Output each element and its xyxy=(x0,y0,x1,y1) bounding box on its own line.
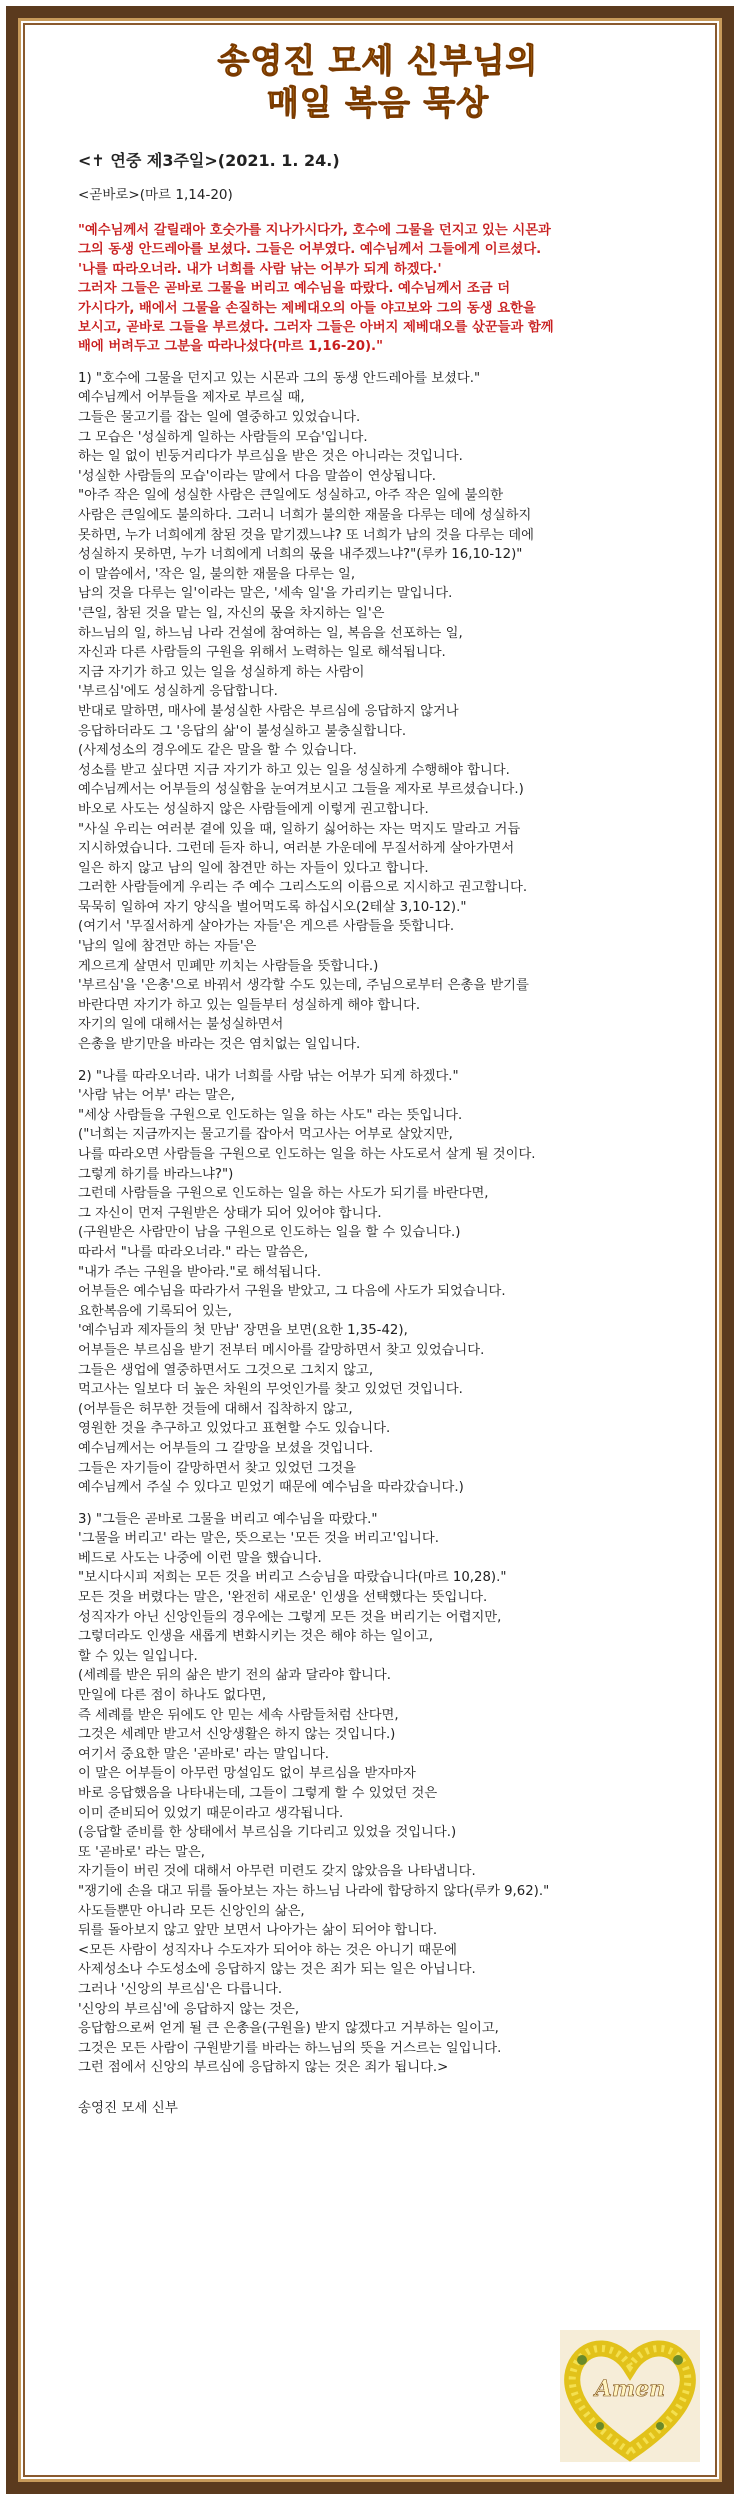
paragraph-line: 이미 준비되어 있었기 때문이라고 생각됩니다. xyxy=(78,1805,344,1821)
paragraph-line: 그런 점에서 신앙의 부르심에 응답하지 않는 것은 죄가 됩니다.> xyxy=(78,2060,449,2076)
paragraph-line: 나를 따라오면 사람들을 구원으로 인도하는 일을 하는 사도로서 살게 될 것이다. xyxy=(78,1147,536,1162)
paragraph-line: 사람은 큰일에도 불의하다. 그러니 너희가 불의한 재물을 다루는 데에 성실하지 xyxy=(78,508,532,523)
paragraph-line: 바오로 사도는 성실하지 않은 사람들에게 이렇게 권고합니다. xyxy=(78,801,429,817)
paragraph-line: '신앙의 부르심'에 응답하지 않는 것은, xyxy=(78,2001,300,2017)
paragraph-line: 남의 것을 다루는 일'이라는 말은, '세속 일'을 가리키는 말입니다. xyxy=(78,586,453,602)
paragraph-line: 즉 세례를 받은 뒤에도 안 믿는 세속 사람들처럼 산다면, xyxy=(78,1707,399,1723)
paragraph-line: "사실 우리는 여러분 곁에 있을 때, 일하기 싫어하는 자는 먹지도 말라고 거듭 xyxy=(78,821,521,837)
paragraph-line: 뒤를 돌아보지 않고 앞만 보면서 나아가는 삶이 되어야 합니다. xyxy=(78,1923,438,1939)
paragraph-line: 일은 하지 않고 남의 일에 참견만 하는 자들이 있다고 합니다. xyxy=(78,860,429,876)
paragraph-line: 그것은 세례만 받고서 신앙생활은 하지 않는 것입니다.) xyxy=(78,1727,396,1743)
paragraph-line: 바로 응답했음을 나타내는데, 그들이 그렇게 할 수 있었던 것은 xyxy=(78,1786,438,1801)
paragraph-line: 만일에 다른 점이 하나도 없다면, xyxy=(78,1688,267,1704)
gospel-line: 가시다가, 배에서 그물을 손질하는 제베대오의 아들 야고보와 그의 동생 요한을 xyxy=(78,300,536,316)
gospel-line: "예수님께서 갈릴래아 호숫가를 지나가시다가, 호수에 그물을 던지고 있는 시몬과 xyxy=(78,223,551,238)
gospel-line: 그러자 그들은 곧바로 그물을 버리고 예수님을 따랐다. 예수님께서 조금 더 xyxy=(78,281,511,297)
paragraph-line: 먹고사는 일보다 더 높은 차원의 무엇인가를 찾고 있었던 것입니다. xyxy=(78,1382,463,1398)
gospel-line: 그의 동생 안드레아를 보셨다. 그들은 어부였다. 예수님께서 그들에게 이르셨다. xyxy=(78,242,542,258)
liturgical-date: <✝ 연중 제3주일>(2021. 1. 24.) xyxy=(78,151,340,170)
paragraph-line: 응답함으로써 얻게 될 큰 은총을(구원을) 받지 않겠다고 거부하는 일이고, xyxy=(78,2021,499,2037)
paragraph-line: 게으르게 살면서 민폐만 끼치는 사람들을 뜻합니다.) xyxy=(78,958,379,974)
paragraph-line: 1) "호수에 그물을 던지고 있는 시몬과 그의 동생 안드레아를 보셨다." xyxy=(78,370,481,386)
paragraph-line: 그러한 사람들에게 우리는 주 예수 그리스도의 이름으로 지시하고 권고합니다. xyxy=(78,880,528,896)
gospel-line: '나를 따라오너라. 내가 너희를 사람 낚는 어부가 되게 하겠다.' xyxy=(78,261,442,277)
paragraph-line: 하는 일 없이 빈둥거리다가 부르심을 받은 것은 아니라는 것입니다. xyxy=(78,449,463,465)
paragraph-line: <모든 사람이 성직자나 수도자가 되어야 하는 것은 아니기 때문에 xyxy=(78,1942,457,1958)
paragraph-line: (구원받은 사람만이 남을 구원으로 인도하는 일을 할 수 있습니다.) xyxy=(78,1225,461,1241)
amen-text: Amen xyxy=(594,2376,666,2402)
paragraph-line: 그렇더라도 인생을 새롭게 변화시키는 것은 해야 하는 일이고, xyxy=(78,1629,433,1645)
gospel-line: 보시고, 곧바로 그들을 부르셨다. 그러자 그들은 아버지 제베대오를 삯꾼들과 함께 xyxy=(78,320,554,336)
paragraph-line: 이 말씀에서, '작은 일, 불의한 재물을 다루는 일, xyxy=(78,566,356,582)
paragraph-line: 그들은 생업에 열중하면서도 그것으로 그치지 않고, xyxy=(78,1362,374,1378)
paragraph-line: 모든 것을 버렸다는 말은, '완전히 새로운' 인생을 선택했다는 뜻입니다. xyxy=(78,1590,488,1606)
title-line-2: 매일 복음 묵상 xyxy=(266,83,490,122)
paragraph-line: '부르심'을 '은총'으로 바꿔서 생각할 수도 있는데, 주님으로부터 은총을 받기를 xyxy=(78,978,529,994)
paragraph-line: '남의 일에 참견만 하는 자들'은 xyxy=(78,939,257,955)
paragraph-line: "보시다시피 저희는 모든 것을 버리고 스승님을 따랐습니다(마르 10,28)." xyxy=(78,1570,507,1586)
paragraph-line: 하느님의 일, 하느님 나라 건설에 참여하는 일, 복음을 선포하는 일, xyxy=(78,625,463,641)
paragraph-line: 그런데 사람들을 구원으로 인도하는 일을 하는 사도가 되기를 바란다면, xyxy=(78,1186,489,1202)
paragraph-line: '그물을 버리고' 라는 말은, 뜻으로는 '모든 것을 버리고'입니다. xyxy=(78,1531,439,1547)
paragraph-line: 따라서 "나를 따라오너라." 라는 말씀은, xyxy=(78,1244,309,1260)
paragraph-line: (사제성소의 경우에도 같은 말을 할 수 있습니다. xyxy=(78,743,357,759)
paragraph-line: "내가 주는 구원을 받아라."로 해석됩니다. xyxy=(78,1264,322,1280)
paragraph-line: 3) "그들은 곧바로 그물을 버리고 예수님을 따랐다." xyxy=(78,1511,378,1527)
paragraph-line: 요한복음에 기록되어 있는, xyxy=(78,1303,232,1319)
paragraph-line: 예수님께서는 어부들의 성실함을 눈여겨보시고 그들을 제자로 부르셨습니다.) xyxy=(78,782,524,798)
paragraph-line: 지시하였습니다. 그런데 듣자 하니, 여러분 가운데에 무질서하게 살아가면서 xyxy=(78,841,515,857)
paragraph-line: 예수님께서 주실 수 있다고 믿었기 때문에 예수님을 따라갔습니다.) xyxy=(78,1480,464,1496)
paragraph-line: ("너희는 지금까지는 물고기를 잡아서 먹고사는 어부로 살았지만, xyxy=(78,1127,453,1143)
paragraph-line: 베드로 사도는 나중에 이런 말을 했습니다. xyxy=(78,1550,322,1566)
reflection-section-3 xyxy=(78,1510,678,2078)
amen-flower-heart-image xyxy=(560,2330,700,2462)
paragraph-line: 영원한 것을 추구하고 있었다고 표현할 수도 있습니다. xyxy=(78,1421,391,1437)
paragraph-line: 어부들은 예수님을 따라가서 구원을 받았고, 그 다음에 사도가 되었습니다. xyxy=(78,1284,506,1300)
paragraph-line: 사제성소나 수도성소에 응답하지 않는 것은 죄가 되는 일은 아닙니다. xyxy=(78,1962,476,1978)
paragraph-line: "세상 사람들을 구원으로 인도하는 일을 하는 사도" 라는 뜻입니다. xyxy=(78,1107,463,1123)
paragraph-line: 그 모습은 '성실하게 일하는 사람들의 모습'입니다. xyxy=(78,429,368,445)
page-title xyxy=(78,40,678,124)
paragraph-line: 성직자가 아닌 신앙인들의 경우에는 그렇게 모든 것을 버리기는 어렵지만, xyxy=(78,1609,502,1625)
gospel-reference: <곧바로>(마르 1,14-20) xyxy=(78,187,233,203)
paragraph-line: '성실한 사람들의 모습'이라는 말에서 다음 말씀이 연상됩니다. xyxy=(78,468,437,484)
paragraph-line: 반대로 말하면, 매사에 불성실한 사람은 부르심에 응답하지 않거나 xyxy=(78,703,459,719)
paragraph-line: (응답할 준비를 한 상태에서 부르심을 기다리고 있었을 것입니다.) xyxy=(78,1825,457,1841)
paragraph-line: 그들은 자기들이 갈망하면서 찾고 있었던 그것을 xyxy=(78,1460,357,1476)
paragraph-line: 그들은 물고기를 잡는 일에 열중하고 있었습니다. xyxy=(78,410,361,426)
paragraph-line: 이 말은 어부들이 아무런 망설임도 없이 부르심을 받자마자 xyxy=(78,1766,416,1782)
paragraph-line: 바란다면 자기가 하고 있는 일들부터 성실하게 해야 합니다. xyxy=(78,997,421,1013)
paragraph-line: 자기들이 버린 것에 대해서 아무런 미련도 갖지 않았음을 나타냅니다. xyxy=(78,1864,476,1880)
paragraph-line: 여기서 중요한 말은 '곧바로' 라는 말입니다. xyxy=(78,1746,330,1762)
paragraph-line: "아주 작은 일에 성실한 사람은 큰일에도 성실하고, 아주 작은 일에 불의한 xyxy=(78,488,504,504)
meditation-content xyxy=(78,40,678,2116)
paragraph-line: '큰일, 참된 것을 맡는 일, 자신의 몫을 차지하는 일'은 xyxy=(78,605,385,621)
paragraph-line: 자기의 일에 대해서는 불성실하면서 xyxy=(78,1017,284,1033)
paragraph-line: 예수님께서는 어부들의 그 갈망을 보셨을 것입니다. xyxy=(78,1440,374,1456)
paragraph-line: (어부들은 허무한 것들에 대해서 집착하지 않고, xyxy=(78,1401,353,1417)
reflection-sections xyxy=(78,369,678,2078)
paragraph-line: 또 '곧바로' 라는 말은, xyxy=(78,1844,205,1860)
paragraph-line: 은총을 받기만을 바라는 것은 염치없는 일입니다. xyxy=(78,1037,361,1053)
paragraph-line: 2) "나를 따라오너라. 내가 너희를 사람 낚는 어부가 되게 하겠다." xyxy=(78,1068,459,1084)
paragraph-line: 어부들은 부르심을 받기 전부터 메시아를 갈망하면서 찾고 있었습니다. xyxy=(78,1342,485,1358)
paragraph-line: 그것은 모든 사람이 구원받기를 바라는 하느님의 뜻을 거스르는 일입니다. xyxy=(78,2040,502,2056)
paragraph-line: 그렇게 하기를 바라느냐?") xyxy=(78,1166,234,1182)
paragraph-line: '사람 낚는 어부' 라는 말은, xyxy=(78,1088,235,1104)
paragraph-line: 자신과 다른 사람들의 구원을 위해서 노력하는 일로 해석됩니다. xyxy=(78,645,446,661)
paragraph-line: 성소를 받고 싶다면 지금 자기가 하고 있는 일을 성실하게 수행해야 합니다. xyxy=(78,762,510,778)
paragraph-line: 지금 자기가 하고 있는 일을 성실하게 하는 사람이 xyxy=(78,664,365,680)
paragraph-line: 못하면, 누가 너희에게 참된 것을 맡기겠느냐? 또 너희가 남의 것을 다루는 데에 xyxy=(78,527,534,543)
paragraph-line: 묵묵히 일하여 자기 양식을 벌어먹도록 하십시오(2테살 3,10-12)." xyxy=(78,899,467,915)
gospel-passage xyxy=(78,221,678,357)
gospel-line: 배에 버려두고 그분을 따라나섰다(마르 1,16-20)." xyxy=(78,339,383,355)
author-signature: 송영진 모세 신부 xyxy=(78,2099,178,2116)
paragraph-line: 할 수 있는 일입니다. xyxy=(78,1648,198,1664)
reflection-section-2 xyxy=(78,1067,678,1498)
paragraph-line: '예수님과 제자들의 첫 만남' 장면을 보면(요한 1,35-42), xyxy=(78,1323,408,1339)
paragraph-line: 응답하더라도 그 '응답의 삶'이 불성실하고 불충실합니다. xyxy=(78,723,407,739)
paragraph-line: 성실하지 못하면, 누가 너희에게 너희의 몫을 내주겠느냐?"(루카 16,10-12)" xyxy=(78,547,523,563)
reflection-section-1 xyxy=(78,369,678,1055)
paragraph-line: (여기서 '무질서하게 살아가는 자들'은 게으른 사람들을 뜻합니다. xyxy=(78,919,455,935)
paragraph-line: '부르심'에도 성실하게 응답합니다. xyxy=(78,684,278,700)
paragraph-line: 사도들뿐만 아니라 모든 신앙인의 삶은, xyxy=(78,1903,305,1919)
paragraph-line: 그러나 '신앙의 부르심'은 다릅니다. xyxy=(78,1981,283,1997)
paragraph-line: (세례를 받은 뒤의 삶은 받기 전의 삶과 달라야 합니다. xyxy=(78,1668,391,1684)
paragraph-line: 그 자신이 먼저 구원받은 상태가 되어 있어야 합니다. xyxy=(78,1205,382,1221)
paragraph-line: 예수님께서 어부들을 제자로 부르실 때, xyxy=(78,390,305,406)
title-line-1: 송영진 모세 신부님의 xyxy=(217,41,539,80)
paragraph-line: "쟁기에 손을 대고 뒤를 돌아보는 자는 하느님 나라에 합당하지 않다(루카 9,62)." xyxy=(78,1883,550,1899)
